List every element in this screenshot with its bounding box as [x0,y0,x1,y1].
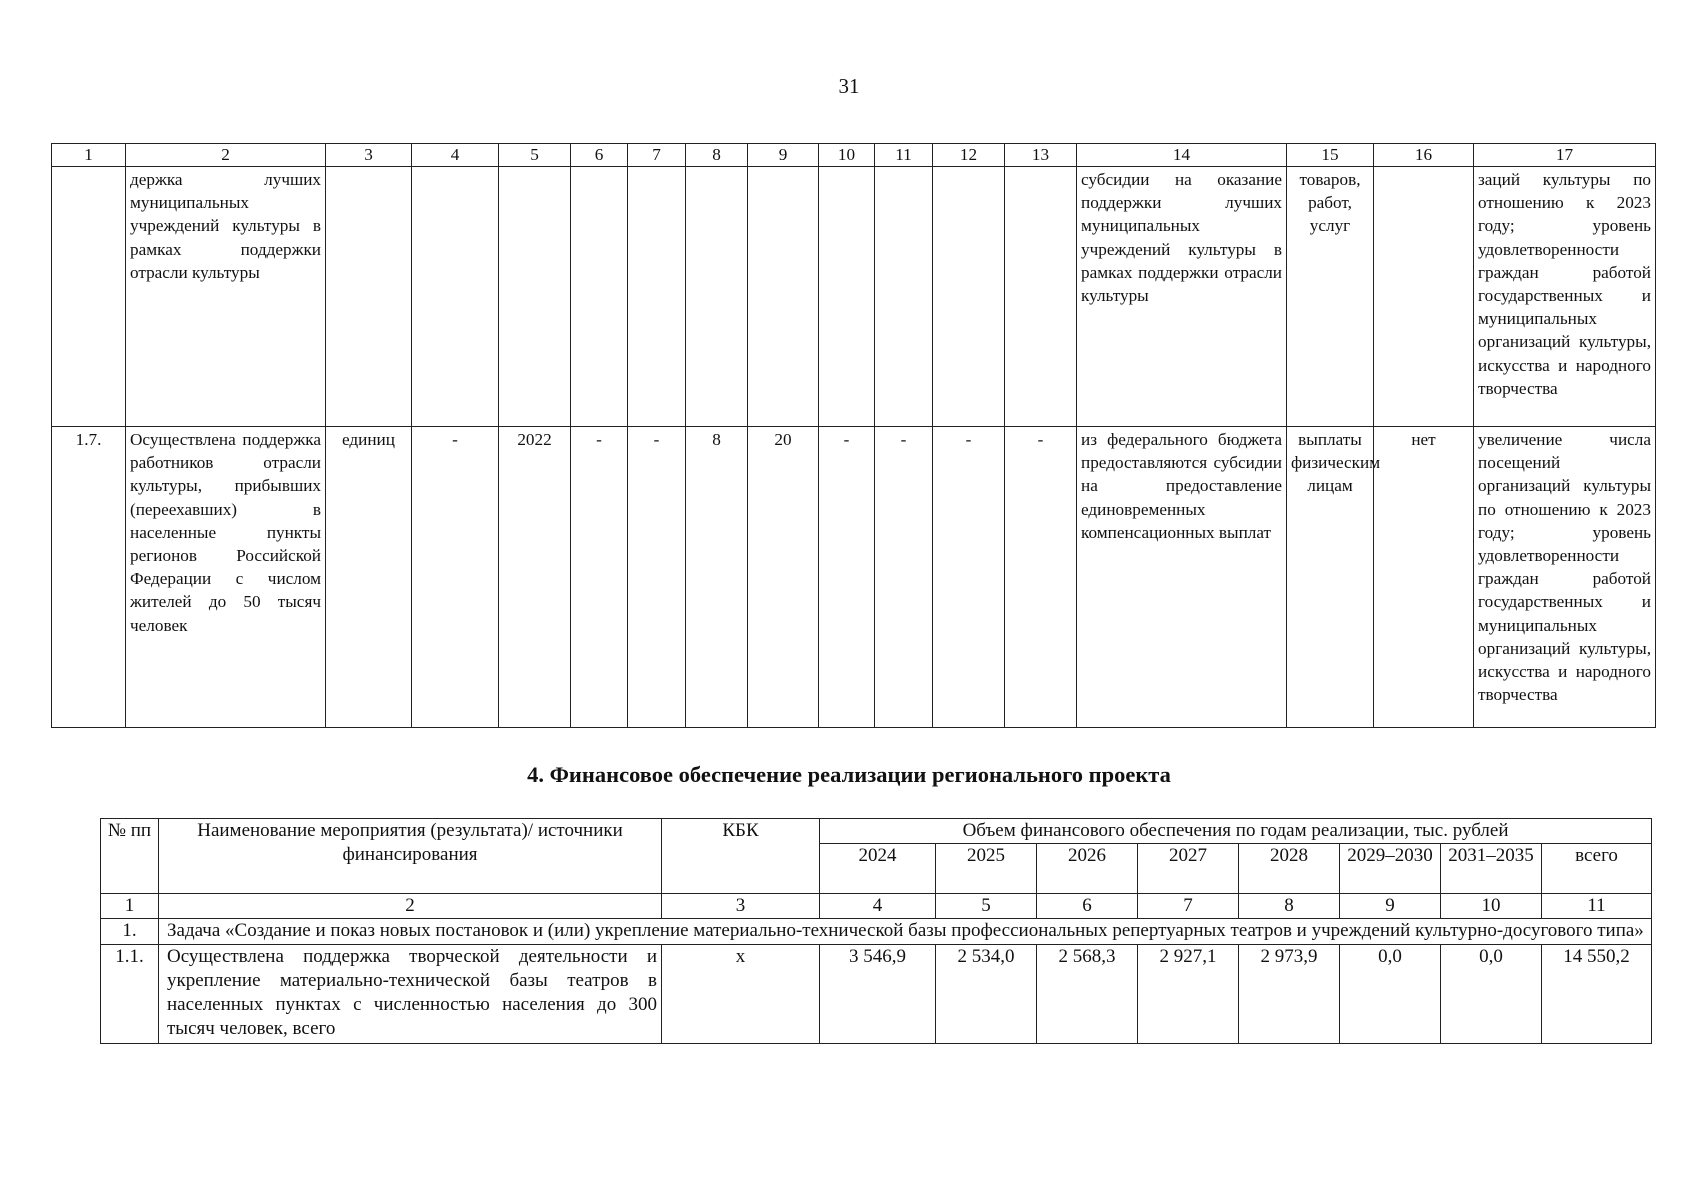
task-row [101,919,1652,944]
amount-cell: 2 973,9 [1239,944,1340,1043]
header-year: 2029–2030 [1340,844,1441,894]
value-cell [412,167,499,427]
row-number-cell: 1.1. [101,944,159,1043]
effect-cell: увеличение числа посещений организаций культуры по отношению к 2023 году; уровень удовлетворенности граждан работой государственных и муниципальных организаций культуры, искусства и народного творчества [1474,427,1656,728]
header-cell: 3 [326,144,412,167]
value-cell: - [1005,427,1077,728]
table-header-row [52,144,1656,167]
description-cell: из федерального бюджета предоставляются субсидии на предоставление единовременных компенсационных выплат [1077,427,1287,728]
value-cell: 8 [686,427,748,728]
column-number: 9 [1340,894,1441,919]
value-cell [933,167,1005,427]
header-cell: 5 [499,144,571,167]
value-cell: 2022 [499,427,571,728]
column-number: 7 [1138,894,1239,919]
indicators-table [51,143,1656,728]
column-number: 1 [101,894,159,919]
page-number: 31 [838,74,860,98]
header-cell: 7 [628,144,686,167]
column-number-row [101,894,1652,919]
amount-cell: 0,0 [1340,944,1441,1043]
header-year: 2024 [820,844,936,894]
column-number: 8 [1239,894,1340,919]
effect-cell: заций культуры по отношению к 2023 году; уровень удовлетворенности граждан работой государственных и муниципальных организаций культуры, искусства и народного творчества [1474,167,1656,427]
amount-cell: 2 927,1 [1138,944,1239,1043]
value-cell: - [819,427,875,728]
value-cell [628,167,686,427]
header-cell: 6 [571,144,628,167]
column-number: 4 [820,894,936,919]
row-number-cell [52,167,126,427]
type-cell: выплаты физическим лицам [1287,427,1374,728]
value-cell [686,167,748,427]
header-year: 2026 [1037,844,1138,894]
header-year: 2031–2035 [1441,844,1542,894]
header-cell: 17 [1474,144,1656,167]
flag-cell [1374,167,1474,427]
header-cell: 14 [1077,144,1287,167]
value-cell [748,167,819,427]
header-cell: 1 [52,144,126,167]
header-cell: 2 [126,144,326,167]
amount-cell: 2 568,3 [1037,944,1138,1043]
column-number: 6 [1037,894,1138,919]
table-header-row [101,819,1652,844]
value-cell: - [412,427,499,728]
amount-cell: 2 534,0 [936,944,1037,1043]
column-number: 11 [1542,894,1652,919]
result-name-cell: Осуществлена поддержка работников отрасли культуры, прибывших (переехавших) в населенные пункты регионов Российской Федерации с числом жителей до 50 тысяч человек [126,427,326,728]
value-cell: - [628,427,686,728]
kbk-cell: х [662,944,820,1043]
column-number: 3 [662,894,820,919]
table-row [52,427,1656,728]
header-cell: 13 [1005,144,1077,167]
column-number: 10 [1441,894,1542,919]
table-row [52,167,1656,427]
section-title: 4. Финансовое обеспечение реализации регионального проекта [527,762,1171,787]
table-row [101,944,1652,1043]
result-name-cell: держка лучших муниципальных учреждений культуры в рамках поддержки отрасли культуры [126,167,326,427]
result-name-cell: Осуществлена поддержка творческой деятельности и укрепление материально-технической базы театров в населенных пунктах с численностью населения до 300 тысяч человек, всего [159,944,662,1043]
amount-cell: 0,0 [1441,944,1542,1043]
header-cell: 9 [748,144,819,167]
header-cell: 16 [1374,144,1474,167]
header-cell: 10 [819,144,875,167]
header-number: № пп [101,819,159,894]
header-cell: 8 [686,144,748,167]
total-amount-cell: 14 550,2 [1542,944,1652,1043]
row-number-cell: 1.7. [52,427,126,728]
value-cell: - [933,427,1005,728]
header-year: 2025 [936,844,1037,894]
value-cell: - [875,427,933,728]
value-cell [819,167,875,427]
task-text: Задача «Создание и показ новых постановок и (или) укрепление материально-технической базы профессиональных репертуарных театров и учреждений культурно-досугового типа» [159,919,1652,944]
column-number: 2 [159,894,662,919]
task-number: 1. [101,919,159,944]
header-cell: 4 [412,144,499,167]
header-cell: 12 [933,144,1005,167]
header-total: всего [1542,844,1652,894]
flag-cell: нет [1374,427,1474,728]
value-cell: - [571,427,628,728]
value-cell [875,167,933,427]
header-kbk: КБК [662,819,820,894]
header-year: 2028 [1239,844,1340,894]
amount-cell: 3 546,9 [820,944,936,1043]
header-name: Наименование мероприятия (результата)/ источники финансирования [159,819,662,894]
header-cell: 11 [875,144,933,167]
unit-cell: единиц [326,427,412,728]
type-cell: товаров, работ, услуг [1287,167,1374,427]
column-number: 5 [936,894,1037,919]
value-cell [571,167,628,427]
value-cell: 20 [748,427,819,728]
header-cell: 15 [1287,144,1374,167]
description-cell: субсидии на оказание поддержки лучших муниципальных учреждений культуры в рамках поддержки отрасли культуры [1077,167,1287,427]
header-volume: Объем финансового обеспечения по годам реализации, тыс. рублей [820,819,1652,844]
value-cell [499,167,571,427]
header-year: 2027 [1138,844,1239,894]
financing-table [100,818,1652,1044]
unit-cell [326,167,412,427]
value-cell [1005,167,1077,427]
